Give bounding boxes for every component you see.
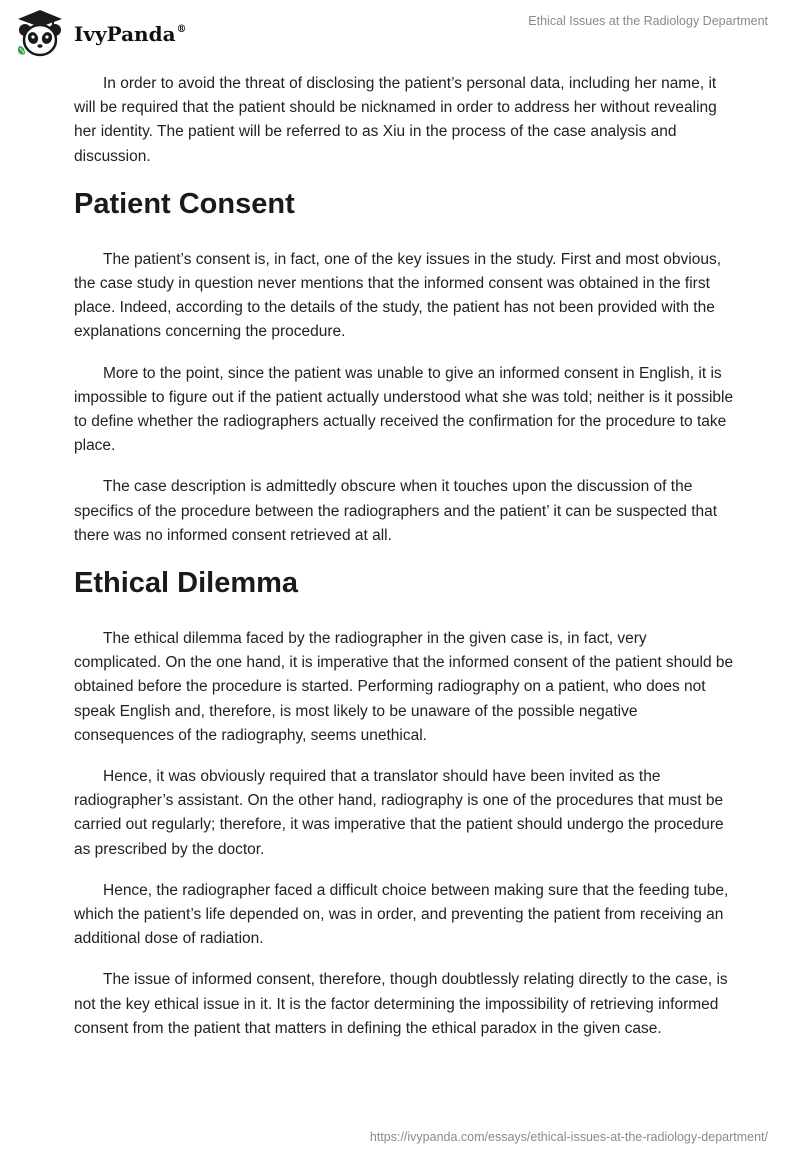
ivypanda-logo[interactable] <box>14 8 187 58</box>
paragraph: The ethical dilemma faced by the radiographer in the given case is, in fact, very complicated. On the one hand, it is imperative that the informed consent of the patient should be obtained before the procedure is started. Performing radiography on a patient, who does not speak English and, therefore, is most likely to be unaware of the possible negative consequences of the radiography, seems unethical. <box>74 630 734 744</box>
paragraph: Hence, the radiographer faced a difficult choice between making sure that the feeding tube, which the patient’s life depended on, was in order, and preventing the patient from receiving an additional dose of radiation. <box>74 881 729 948</box>
article-body <box>74 72 734 1058</box>
paragraph: The issue of informed consent, therefore, though doubtlessly relating directly to the case, is not the key ethical issue in it. It is the factor determining the impossibility of retrieving informed consent from the patient that matters in defining the ethical paradox in the given case. <box>74 971 728 1037</box>
paragraph: More to the point, since the patient was unable to give an informed consent in English, it is impossible to figure out if the patient actually understood what she was told; neither is it possible to define whether the radiographers actually received the confirmation for the procedure to take place. <box>74 364 734 455</box>
page-header <box>0 0 800 70</box>
intro-paragraph: In order to avoid the threat of disclosing the patient’s personal data, including her name, it will be required that the patient should be nicknamed in order to address her without revealing her identity. The patient will be referred to as Xiu in the process of the case analysis and discussion. <box>74 75 717 165</box>
section-heading-patient-consent: Patient Consent <box>74 187 295 220</box>
panda-graduate-icon <box>14 8 66 58</box>
paragraph: Hence, it was obviously required that a translator should have been invited as the radiographer’s assistant. On the other hand, radiography is one of the procedures that must be carried out regularly; therefore, it was imperative that the patient should undergo the procedure as prescribed by the doctor. <box>74 768 724 858</box>
document-title: Ethical Issues at the Radiology Department <box>528 14 768 28</box>
paragraph: The case description is admittedly obscure when it touches upon the discussion of the specifics of the procedure between the radiographers and the patient’ it can be suspected that there was no informed consent retrieved at all. <box>74 478 718 544</box>
source-url-link[interactable]: https://ivypanda.com/essays/ethical-issues-at-the-radiology-department/ <box>369 1130 768 1144</box>
section-heading-ethical-dilemma: Ethical Dilemma <box>74 567 299 600</box>
paragraph: The patient’s consent is, in fact, one of the key issues in the study. First and most obvious, the case study in question never mentions that the informed consent was obtained in the first place. Indeed, according to the details of the study, the patient has not been provided with the explanations concerning the procedure. <box>74 250 722 341</box>
logo-text: IvyPanda® <box>74 22 187 46</box>
